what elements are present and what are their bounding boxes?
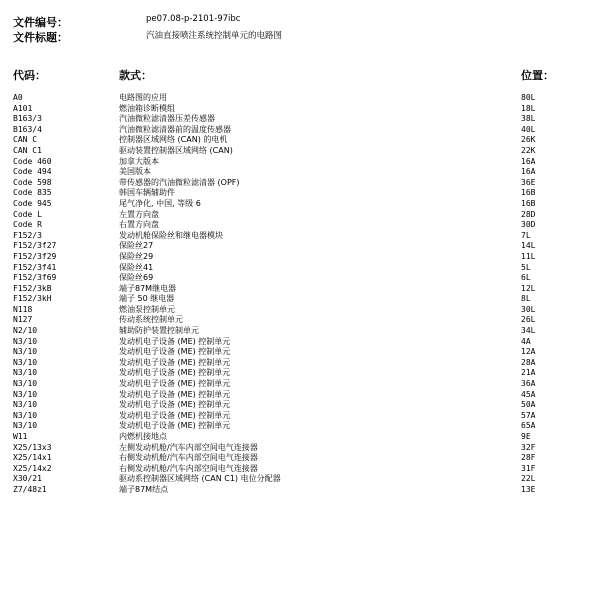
component-code: Code 494: [13, 167, 52, 177]
component-code: F152/3: [13, 230, 42, 240]
grid-location: 34L: [521, 326, 536, 336]
table-row: [0, 390, 604, 401]
component-code: F152/3kB: [13, 283, 52, 293]
component-description: 发动机舱保险丝和继电器模块: [119, 230, 223, 240]
component-code: X30/21: [13, 474, 42, 484]
grid-location: 13E: [521, 484, 536, 494]
table-row: [0, 273, 604, 284]
component-code: N3/10: [13, 389, 38, 399]
component-code: Code 945: [13, 198, 52, 208]
component-description: 驱动系控制器区域网络 (CAN C1) 电位分配器: [119, 474, 281, 484]
column-header-code: 代码：: [13, 69, 46, 82]
component-description: 保险丝29: [119, 251, 154, 261]
table-row: [0, 432, 604, 443]
component-description: 端子87M继电器: [119, 283, 177, 293]
component-description: 端子87M结点: [119, 484, 169, 494]
table-row: [0, 231, 604, 242]
table-row: [0, 146, 604, 157]
table-row: [0, 379, 604, 390]
column-header-description: 款式：: [119, 69, 152, 82]
table-row: [0, 220, 604, 231]
table-row: [0, 315, 604, 326]
component-description: 右置方向盘: [119, 220, 159, 230]
table-row: [0, 294, 604, 305]
component-code: F152/3f27: [13, 241, 57, 251]
component-description: 辅助防护装置控制单元: [119, 326, 199, 336]
component-description: 汽油微粒滤清器压差传感器: [119, 114, 215, 124]
table-row: [0, 400, 604, 411]
component-description: 保险丝69: [119, 273, 154, 283]
table-row: [0, 188, 604, 199]
table-row: [0, 358, 604, 369]
grid-location: 14L: [521, 241, 536, 251]
table-row: [0, 157, 604, 168]
doc-title-label: 文件标题：: [13, 31, 68, 44]
grid-location: 57A: [521, 410, 536, 420]
table-row: [0, 210, 604, 221]
component-code: N3/10: [13, 336, 38, 346]
component-description: 发动机电子设备 (ME) 控制单元: [119, 379, 231, 389]
component-description: 右侧发动机舱/汽车内部空间电气连接器: [119, 463, 258, 473]
component-code: F152/3f41: [13, 262, 57, 272]
doc-number-value: pe07.08-p-2101-97ibc: [146, 14, 241, 24]
grid-location: 36A: [521, 379, 536, 389]
column-header-location: 位置：: [521, 69, 554, 82]
component-description: 保险丝27: [119, 241, 154, 251]
table-row: [0, 347, 604, 358]
component-code: N3/10: [13, 347, 38, 357]
component-code: A0: [13, 93, 23, 102]
grid-location: 9E: [521, 432, 531, 441]
grid-location: 65A: [521, 421, 536, 431]
table-row: [0, 114, 604, 125]
component-description: 发动机电子设备 (ME) 控制单元: [119, 368, 231, 378]
grid-location: 16A: [521, 156, 536, 166]
component-description: 控制器区域网络 (CAN) 的电机: [119, 135, 228, 145]
component-description: 发动机电子设备 (ME) 控制单元: [119, 357, 231, 367]
table-row: [0, 284, 604, 295]
table-row: [0, 241, 604, 252]
grid-location: 45A: [521, 389, 536, 399]
table-row: [0, 135, 604, 146]
grid-location: 16B: [521, 188, 536, 198]
component-description: 加拿大版本: [119, 156, 159, 166]
component-code: N3/10: [13, 368, 38, 378]
table-row: [0, 421, 604, 432]
component-code: F152/3f29: [13, 251, 57, 261]
table-row: [0, 167, 604, 178]
grid-location: 16A: [521, 167, 536, 177]
component-code: Code 835: [13, 188, 52, 198]
grid-location: 12L: [521, 283, 536, 293]
component-description: 发动机电子设备 (ME) 控制单元: [119, 421, 231, 431]
component-code: N3/10: [13, 357, 38, 367]
component-code: X25/14x1: [13, 453, 52, 463]
component-description: 美国版本: [119, 167, 151, 177]
component-code: X25/13x3: [13, 442, 52, 452]
grid-location: 4A: [521, 336, 531, 346]
table-row: [0, 368, 604, 379]
component-code: N127: [13, 315, 33, 325]
grid-location: 31F: [521, 463, 536, 473]
table-row: [0, 199, 604, 210]
table-row: [0, 337, 604, 348]
component-code: X25/14x2: [13, 463, 52, 473]
grid-location: 5L: [521, 262, 531, 272]
component-code: N3/10: [13, 421, 38, 431]
grid-location: 80L: [521, 93, 536, 102]
component-description: 内燃机接地点: [119, 432, 167, 441]
grid-location: 6L: [521, 273, 531, 283]
table-row: [0, 485, 604, 496]
component-code: N3/10: [13, 410, 38, 420]
component-description: 驱动装置控制器区域网络 (CAN): [119, 145, 233, 155]
grid-location: 36E: [521, 177, 536, 187]
component-description: 发动机电子设备 (ME) 控制单元: [119, 347, 231, 357]
component-description: 左侧发动机舱/汽车内部空间电气连接器: [119, 442, 258, 452]
grid-location: 28D: [521, 209, 536, 219]
component-description: 韩国车辆辅助件: [119, 188, 175, 198]
table-row: [0, 474, 604, 485]
table-header: [0, 67, 604, 81]
table-row: [0, 464, 604, 475]
grid-location: 28F: [521, 453, 536, 463]
table-row: [0, 252, 604, 263]
component-description: 保险丝41: [119, 262, 154, 272]
component-description: 发动机电子设备 (ME) 控制单元: [119, 410, 231, 420]
component-code: Code 598: [13, 177, 52, 187]
component-code: B163/4: [13, 124, 42, 134]
table-row: [0, 326, 604, 337]
grid-location: 8L: [521, 294, 531, 304]
grid-location: 12A: [521, 347, 536, 357]
component-description: 电路图的应用: [119, 93, 167, 102]
grid-location: 38L: [521, 114, 536, 124]
grid-location: 32F: [521, 442, 536, 452]
component-code: Code 460: [13, 156, 52, 166]
table-row: [0, 411, 604, 422]
component-code: F152/3f69: [13, 273, 57, 283]
component-code: B163/3: [13, 114, 42, 124]
component-description: 汽油微粒滤清器前的温度传感器: [119, 124, 231, 134]
table-row: [0, 178, 604, 189]
component-description: 发动机电子设备 (ME) 控制单元: [119, 336, 231, 346]
grid-location: 11L: [521, 251, 536, 261]
component-code: F152/3kH: [13, 294, 52, 304]
table-row: [0, 125, 604, 136]
doc-title-value: 汽油直接喷注系统控制单元的电路图: [146, 31, 283, 41]
component-description: 燃油泵控制单元: [119, 304, 175, 314]
table-row: [0, 104, 604, 115]
grid-location: 26L: [521, 315, 536, 325]
component-code: Code R: [13, 220, 42, 230]
table-row: [0, 263, 604, 274]
grid-location: 30D: [521, 220, 536, 230]
component-code: A101: [13, 103, 33, 113]
component-description: 左置方向盘: [119, 209, 159, 219]
component-description: 端子 50 继电器: [119, 294, 175, 304]
grid-location: 16B: [521, 198, 536, 208]
component-code: N3/10: [13, 379, 38, 389]
component-description: 发动机电子设备 (ME) 控制单元: [119, 389, 231, 399]
component-description: 带传感器的汽油微粒滤清器 (OPF): [119, 177, 240, 187]
component-description: 发动机电子设备 (ME) 控制单元: [119, 400, 231, 410]
table-row: [0, 93, 604, 104]
grid-location: 50A: [521, 400, 536, 410]
table-row: [0, 453, 604, 464]
grid-location: 18L: [521, 103, 536, 113]
component-description: 尾气净化, 中国, 等级 6: [119, 198, 201, 208]
table-row: [0, 305, 604, 316]
component-code: Z7/48z1: [13, 484, 47, 494]
grid-location: 28A: [521, 357, 536, 367]
component-code: N118: [13, 304, 33, 314]
component-code: Code L: [13, 209, 42, 219]
grid-location: 26K: [521, 135, 536, 145]
grid-location: 7L: [521, 230, 531, 240]
table-row: [0, 443, 604, 454]
grid-location: 21A: [521, 368, 536, 378]
component-code: CAN C1: [13, 145, 42, 155]
component-code: W11: [13, 432, 28, 441]
component-code: CAN C: [13, 135, 38, 145]
component-description: 燃油箱诊断模组: [119, 103, 175, 113]
component-description: 传动系统控制单元: [119, 315, 183, 325]
grid-location: 22L: [521, 474, 536, 484]
grid-location: 22K: [521, 145, 536, 155]
component-code: N3/10: [13, 400, 38, 410]
component-description: 右侧发动机舱/汽车内部空间电气连接器: [119, 453, 258, 463]
doc-number-label: 文件编号：: [13, 16, 68, 29]
grid-location: 30L: [521, 304, 536, 314]
component-code: N2/10: [13, 326, 38, 336]
component-table: [0, 93, 604, 496]
grid-location: 40L: [521, 124, 536, 134]
